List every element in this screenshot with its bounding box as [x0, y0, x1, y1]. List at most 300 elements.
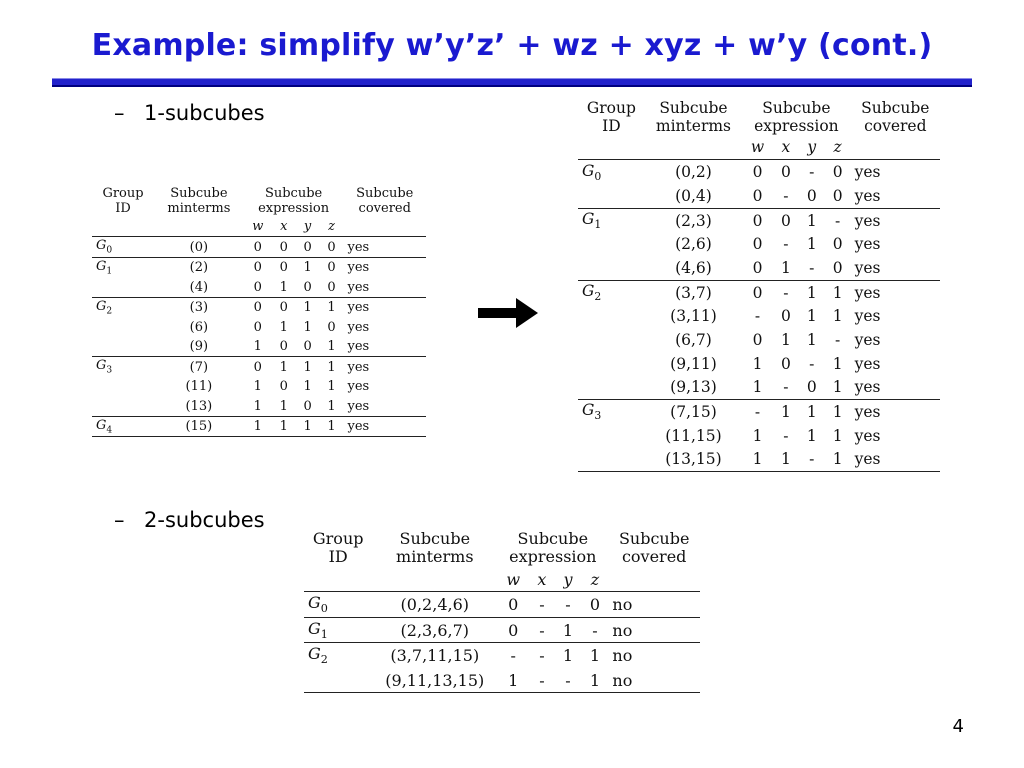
covered-cell: yes: [854, 426, 881, 445]
expression-cell: 1: [555, 617, 582, 643]
header-minterms: [645, 100, 742, 136]
page-number: 4: [952, 716, 964, 737]
covered-cell: no: [608, 617, 700, 643]
header-row: [92, 187, 426, 217]
header-covered: [343, 187, 426, 217]
expression-cell: 1: [303, 379, 312, 395]
expression-cell: -: [809, 354, 815, 373]
minterms-cell: (3): [154, 297, 244, 317]
minterms-cell: (7): [154, 357, 244, 377]
table-row: [578, 184, 940, 208]
group-id-cell: [578, 280, 645, 304]
variable-label: y: [799, 136, 825, 160]
covered-cell: yes: [854, 186, 881, 205]
header-expression-label: expression: [509, 547, 597, 567]
group-index: 1: [320, 628, 328, 642]
group-index: 3: [594, 409, 602, 423]
minterms-cell: (0,2): [675, 163, 712, 182]
expression-cell: 0: [253, 239, 262, 255]
expression-cell: 0: [244, 297, 272, 317]
covered-cell: yes: [347, 319, 370, 335]
expression-cell: -: [555, 668, 582, 693]
group-index: 3: [106, 365, 113, 376]
group-index: 1: [594, 218, 602, 232]
expression-cell: 1: [581, 643, 608, 668]
expression-cell: 0: [279, 339, 288, 355]
group-letter: G: [582, 401, 595, 420]
expression-cell: 1: [780, 330, 791, 349]
expression-cell: 0: [303, 398, 312, 414]
expression-cell: 0: [832, 258, 843, 277]
group-id-cell: [92, 396, 154, 416]
expression-cell: 1: [296, 257, 320, 277]
expression-cell: 1: [825, 448, 851, 472]
expression-cell: -: [835, 330, 841, 349]
expression-cell: -: [529, 643, 554, 668]
expression-cell: 0: [742, 280, 773, 304]
header-minterms-label: minterms: [167, 200, 231, 216]
covered-cell: yes: [854, 235, 881, 254]
covered-cell: yes: [854, 354, 881, 373]
variable-label: x: [773, 136, 799, 160]
table-row: [92, 237, 426, 258]
expression-cell: 1: [825, 280, 851, 304]
minterms-cell: (6,7): [675, 330, 712, 349]
variables-row: [578, 136, 940, 160]
expression-cell: 1: [279, 279, 288, 295]
minterms-cell: (13,15): [645, 448, 742, 472]
blank-cell: [154, 217, 244, 237]
minterms-cell: (2): [154, 257, 244, 277]
header-id-label: ID: [115, 200, 131, 216]
header-subcube-label: Subcube: [170, 186, 228, 201]
header-covered: [608, 530, 700, 567]
bullet-dash: –: [114, 508, 125, 532]
group-letter: G: [308, 644, 321, 664]
header-expression: [742, 100, 850, 136]
table-row: [578, 280, 940, 304]
group-id-cell: [578, 232, 645, 256]
covered-cell: yes: [854, 307, 881, 326]
minterms-cell: (9,11,13,15): [372, 668, 497, 693]
covered-cell: yes: [347, 339, 370, 355]
group-letter: G: [582, 282, 595, 301]
bullet-1-subcubes: [114, 101, 265, 125]
expression-cell: 0: [244, 357, 272, 377]
header-minterms-label: minterms: [655, 116, 732, 135]
covered-cell: no: [608, 668, 700, 693]
expression-cell: 1: [773, 400, 799, 424]
expression-cell: 1: [799, 280, 825, 304]
variable-label: x: [272, 217, 296, 237]
group-letter: G: [96, 358, 107, 374]
variable-label: w: [497, 567, 529, 592]
expression-cell: 1: [832, 354, 843, 373]
header-group-label: Group: [586, 99, 636, 117]
expression-cell: 0: [303, 239, 312, 255]
expression-cell: 1: [244, 416, 272, 437]
minterms-cell: (13): [185, 398, 213, 414]
expression-cell: 0: [752, 235, 763, 254]
expression-cell: 1: [555, 643, 582, 668]
blank-cell: [578, 136, 645, 160]
covered-cell: yes: [851, 448, 940, 472]
expression-cell: -: [742, 400, 773, 424]
covered-cell: yes: [347, 279, 370, 295]
expression-cell: 0: [244, 257, 272, 277]
table-row: [578, 328, 940, 352]
expression-cell: 0: [272, 257, 296, 277]
group-id-cell: [578, 256, 645, 280]
group-letter: G: [582, 161, 595, 180]
header-group-id: [578, 100, 645, 136]
header-subcube-label: Subcube: [659, 99, 728, 117]
group-id-cell: [92, 317, 154, 337]
group-id-cell: [304, 617, 372, 643]
table-row: [578, 400, 940, 424]
covered-cell: yes: [854, 378, 881, 397]
covered-cell: yes: [851, 208, 940, 232]
expression-cell: 0: [832, 186, 843, 205]
expression-cell: 1: [799, 208, 825, 232]
group-letter: G: [96, 417, 107, 433]
expression-cell: 1: [253, 398, 262, 414]
table-row: [304, 643, 700, 668]
expression-cell: 0: [752, 163, 763, 182]
minterms-cell: (0): [189, 239, 209, 255]
group-letter: G: [308, 618, 321, 638]
expression-cell: 1: [272, 416, 296, 437]
minterms-cell: (4,6): [675, 258, 712, 277]
table-row: [92, 277, 426, 297]
expression-cell: 1: [742, 448, 773, 472]
slide-title: Example: simplify w’y’z’ + wz + xyz + w’y (cont.): [91, 28, 933, 63]
covered-cell: yes: [851, 280, 940, 304]
table-row: [578, 304, 940, 328]
expression-cell: -: [809, 163, 815, 182]
covered-cell: yes: [343, 357, 426, 377]
group-index: 0: [320, 602, 328, 616]
minterms-cell: (11,15): [665, 426, 722, 445]
group-index: 0: [594, 169, 602, 183]
group-id-cell: [92, 257, 154, 277]
expression-cell: 1: [832, 307, 843, 326]
minterms-cell: (0,4): [675, 186, 712, 205]
expression-cell: -: [539, 595, 545, 615]
blank-cell: [304, 567, 372, 592]
group-id-cell: [578, 424, 645, 448]
expression-cell: 1: [752, 378, 763, 397]
expression-cell: 1: [752, 426, 763, 445]
expression-cell: 0: [752, 258, 763, 277]
group-index: 2: [320, 653, 328, 667]
expression-cell: 1: [272, 357, 296, 377]
minterms-cell: (6): [189, 319, 209, 335]
expression-cell: 0: [303, 279, 312, 295]
group-id-cell: [92, 277, 154, 297]
table-row: [578, 160, 940, 184]
expression-cell: 1: [303, 319, 312, 335]
expression-cell: 1: [799, 400, 825, 424]
covered-cell: no: [608, 643, 700, 668]
covered-cell: yes: [347, 398, 370, 414]
expression-cell: 1: [825, 400, 851, 424]
expression-cell: -: [581, 617, 608, 643]
expression-cell: 0: [780, 163, 791, 182]
group-id-cell: [578, 208, 645, 232]
header-group-id: [304, 530, 372, 567]
expression-cell: -: [773, 280, 799, 304]
expression-cell: 1: [296, 416, 320, 437]
expression-cell: 1: [327, 379, 336, 395]
group-id-cell: [304, 668, 372, 693]
expression-cell: 1: [806, 235, 817, 254]
expression-cell: 0: [780, 354, 791, 373]
variables-row: [92, 217, 426, 237]
expression-cell: 0: [832, 235, 843, 254]
blank-cell: [343, 217, 426, 237]
group-id-cell: [578, 376, 645, 400]
expression-cell: 0: [279, 239, 288, 255]
header-covered-label: covered: [358, 200, 411, 216]
header-subcube-label: Subcube: [399, 529, 471, 548]
expression-cell: 1: [773, 448, 799, 472]
table-row: [578, 424, 940, 448]
table-row: [578, 208, 940, 232]
bullet-2-subcubes: [114, 508, 265, 532]
expression-cell: 1: [780, 258, 791, 277]
expression-cell: -: [529, 668, 554, 693]
expression-cell: 0: [508, 595, 519, 615]
blank-cell: [372, 567, 497, 592]
covered-cell: yes: [347, 239, 370, 255]
variable-label: y: [296, 217, 320, 237]
expression-cell: 0: [773, 208, 799, 232]
group-index: 0: [106, 245, 113, 256]
expression-cell: 1: [327, 398, 336, 414]
expression-cell: 1: [296, 297, 320, 317]
covered-cell: yes: [343, 416, 426, 437]
expression-cell: 1: [320, 416, 344, 437]
table-row: [578, 376, 940, 400]
expression-cell: 1: [581, 668, 608, 693]
header-covered-label: covered: [621, 547, 687, 567]
expression-cell: 1: [806, 426, 817, 445]
covered-cell: yes: [854, 330, 881, 349]
header-subcube-label: Subcube: [264, 186, 323, 201]
header-group-id: [92, 187, 154, 217]
expression-cell: 1: [497, 668, 529, 693]
table-row: [92, 357, 426, 377]
expression-cell: 0: [832, 163, 843, 182]
expression-cell: 1: [806, 307, 817, 326]
expression-cell: 0: [327, 239, 336, 255]
group-index: 2: [106, 306, 113, 317]
expression-cell: -: [783, 426, 789, 445]
group-letter: G: [582, 209, 595, 228]
minterms-cell: (3,11): [670, 307, 717, 326]
group-id-cell: [578, 160, 645, 184]
blank-cell: [645, 136, 742, 160]
header-expression-label: expression: [258, 200, 330, 216]
expression-cell: 0: [742, 208, 773, 232]
minterms-cell: (9,13): [670, 378, 717, 397]
covered-cell: no: [612, 595, 633, 615]
minterms-cell: (0,2,4,6): [400, 595, 470, 615]
header-covered-label: covered: [864, 116, 927, 135]
header-minterms-label: minterms: [396, 547, 474, 567]
group-id-cell: [304, 592, 372, 618]
two-subcube-table: [304, 530, 700, 693]
group-id-cell: [92, 357, 154, 377]
group-id-cell: [92, 377, 154, 397]
expression-cell: 1: [806, 330, 817, 349]
header-subcube-label: Subcube: [618, 529, 690, 548]
header-row: [578, 100, 940, 136]
covered-cell: yes: [347, 379, 370, 395]
variable-label: z: [320, 217, 344, 237]
expression-cell: 0: [806, 378, 817, 397]
variable-label: w: [244, 217, 272, 237]
minterms-cell: (2,6): [675, 235, 712, 254]
variables-row: [304, 567, 700, 592]
header-id-label: ID: [602, 116, 621, 135]
group-index: 2: [594, 290, 602, 304]
variable-label: z: [581, 567, 608, 592]
minterms-cell: (2,3,6,7): [372, 617, 497, 643]
expression-cell: -: [754, 307, 761, 326]
expression-cell: -: [783, 378, 789, 397]
header-expression: [497, 530, 608, 567]
header-subcube-label: Subcube: [517, 529, 589, 548]
minterms-cell: (9,11): [670, 354, 717, 373]
group-id-cell: [92, 297, 154, 317]
group-letter: G: [96, 238, 107, 254]
covered-cell: yes: [343, 257, 426, 277]
minterms-cell: (11): [185, 379, 213, 395]
expression-cell: 0: [497, 617, 529, 643]
table-row: [578, 256, 940, 280]
minterms-cell: (3,7): [645, 280, 742, 304]
group-letter: G: [96, 298, 107, 314]
expression-cell: -: [783, 235, 789, 254]
header-group-label: Group: [312, 529, 364, 548]
expression-cell: -: [825, 208, 851, 232]
expression-cell: 1: [296, 357, 320, 377]
one-subcube-table: [578, 100, 940, 472]
table-row: [92, 257, 426, 277]
header-expression: [244, 187, 344, 217]
header-subcube-label: Subcube: [861, 99, 930, 117]
header-group-label: Group: [102, 186, 144, 201]
blank-cell: [608, 567, 700, 592]
expression-cell: 0: [327, 279, 336, 295]
expression-cell: -: [799, 448, 825, 472]
expression-cell: 0: [320, 257, 344, 277]
table-row: [92, 337, 426, 357]
minterms-cell: (3,7,11,15): [372, 643, 497, 668]
expression-cell: 1: [832, 426, 843, 445]
one-subcube-source-table: [92, 187, 426, 437]
table-row: [92, 377, 426, 397]
covered-cell: yes: [854, 163, 881, 182]
group-id-cell: [578, 328, 645, 352]
variable-label: z: [825, 136, 851, 160]
expression-cell: -: [809, 258, 815, 277]
group-index: 4: [106, 425, 113, 436]
group-id-cell: [92, 337, 154, 357]
blank-cell: [851, 136, 940, 160]
expression-cell: 0: [327, 319, 336, 335]
table-row: [92, 317, 426, 337]
expression-cell: 0: [272, 297, 296, 317]
table-row: [304, 668, 700, 693]
expression-cell: 0: [303, 339, 312, 355]
minterms-cell: (4): [189, 279, 209, 295]
expression-cell: 0: [752, 330, 763, 349]
covered-cell: yes: [854, 258, 881, 277]
expression-cell: -: [565, 595, 571, 615]
expression-cell: 0: [253, 319, 262, 335]
expression-cell: 1: [279, 398, 288, 414]
group-id-cell: [92, 416, 154, 437]
variable-label: w: [742, 136, 773, 160]
header-minterms: [154, 187, 244, 217]
expression-cell: 1: [327, 339, 336, 355]
minterms-cell: (15): [154, 416, 244, 437]
header-minterms: [372, 530, 497, 567]
group-letter: G: [96, 258, 107, 274]
bullet-dash: –: [114, 101, 125, 125]
expression-cell: -: [497, 643, 529, 668]
header-expression-label: expression: [754, 116, 839, 135]
table-row: [304, 617, 700, 643]
header-subcube-label: Subcube: [356, 186, 414, 201]
expression-cell: 1: [752, 354, 763, 373]
table-row: [304, 592, 700, 618]
table-row: [578, 448, 940, 472]
expression-cell: 1: [832, 378, 843, 397]
bullet-label: 1-subcubes: [144, 101, 265, 125]
expression-cell: 1: [253, 339, 262, 355]
group-id-cell: [578, 400, 645, 424]
variable-label: x: [529, 567, 554, 592]
group-id-cell: [578, 352, 645, 376]
table-row: [92, 297, 426, 317]
blank-cell: [92, 217, 154, 237]
minterms-cell: (2,3): [645, 208, 742, 232]
right-arrow-icon: [478, 298, 540, 328]
expression-cell: 0: [752, 186, 763, 205]
table-row: [578, 352, 940, 376]
table-row: [92, 396, 426, 416]
header-subcube-label: Subcube: [762, 99, 831, 117]
group-letter: G: [308, 593, 321, 613]
group-id-cell: [578, 304, 645, 328]
minterms-cell: (7,15): [645, 400, 742, 424]
expression-cell: 0: [253, 279, 262, 295]
bullet-label: 2-subcubes: [144, 508, 265, 532]
expression-cell: 1: [320, 357, 344, 377]
table-row: [92, 416, 426, 437]
table-row: [578, 232, 940, 256]
expression-cell: 1: [320, 297, 344, 317]
header-id-label: ID: [328, 547, 348, 567]
variable-label: y: [555, 567, 582, 592]
covered-cell: yes: [343, 297, 426, 317]
expression-cell: -: [783, 186, 789, 205]
group-id-cell: [304, 643, 372, 668]
